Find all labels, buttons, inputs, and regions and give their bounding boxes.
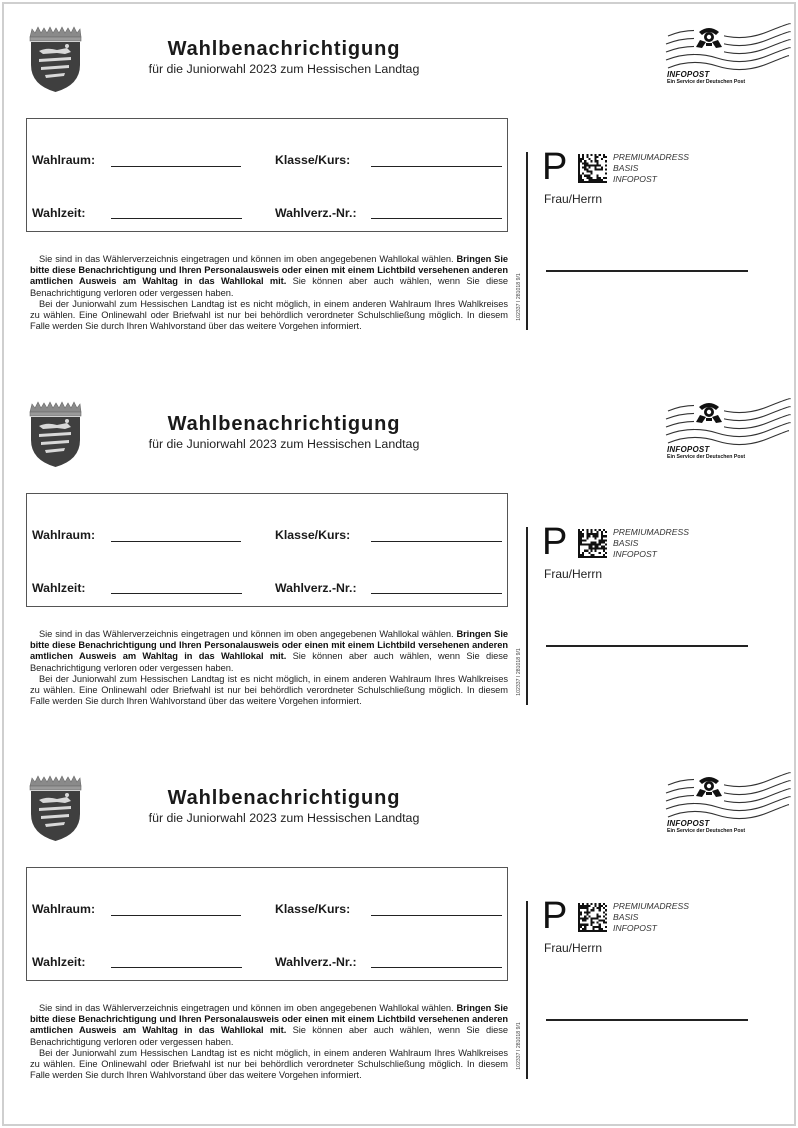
address-window-bar bbox=[526, 152, 528, 330]
header bbox=[124, 37, 444, 77]
wahlraum-label: Wahlraum: bbox=[32, 902, 96, 916]
wahlzeit-field[interactable] bbox=[111, 967, 242, 968]
infopost-brand: INFOPOST bbox=[667, 445, 710, 454]
recipient-address-line[interactable] bbox=[546, 270, 748, 272]
hessen-coat-of-arms-icon bbox=[27, 23, 83, 93]
wahlraum-field[interactable] bbox=[111, 166, 241, 167]
document-title: Wahlbenachrichtigung bbox=[167, 38, 401, 60]
postage-p-mark: P bbox=[542, 895, 568, 937]
wahlverz-label: Wahlverz.-Nr.: bbox=[275, 955, 357, 969]
wahlverz-label: Wahlverz.-Nr.: bbox=[275, 206, 357, 220]
document-subtitle: für die Juniorwahl 2023 zum Hessischen Landtag bbox=[148, 62, 420, 76]
document-subtitle: für die Juniorwahl 2023 zum Hessischen Landtag bbox=[148, 437, 420, 451]
document-title: Wahlbenachrichtigung bbox=[167, 413, 401, 435]
klasse-label: Klasse/Kurs: bbox=[275, 902, 351, 916]
postage-product: PREMIUMADRESS BASIS INFOPOST bbox=[613, 152, 689, 184]
notice-paragraph-1: Sie sind in das Wählerverzeichnis eingetragen und können im oben angegebenen Wahllokal wählen. Bringen Sie bitte diese Benachrichtigung und Ihren Personalausweis oder einen mit einem Lichtbild versehenen anderen amtlichen Ausweis am Wahltag in das Wahllokal mit. Sie können aber auch wählen, wenn Sie diese Benachrichtigung verloren oder vergessen haben. bbox=[30, 1003, 508, 1047]
election-details-box bbox=[26, 118, 508, 232]
wahlzeit-label: Wahlzeit: bbox=[32, 206, 86, 220]
address-window-bar bbox=[526, 527, 528, 705]
print-code: 102337 I 281018 9/1 bbox=[516, 1022, 522, 1070]
notice-text bbox=[30, 629, 508, 707]
wahlverz-label: Wahlverz.-Nr.: bbox=[275, 581, 357, 595]
wahlraum-field[interactable] bbox=[111, 541, 241, 542]
notice-bold-instruction: Bringen Sie bitte diese Benachrichtigung und Ihren Personalausweis oder einen mit einem Lichtbild versehenen anderen amtlichen Ausweis am Wahltag in das Wahllokal mit. bbox=[30, 629, 508, 662]
notice-paragraph-2: Bei der Juniorwahl zum Hessischen Landtag ist es nicht möglich, in einem anderen Wahlraum Ihres Wahlkreises zu wählen. Eine Onlinewahl oder Briefwahl ist nur bei behördlich verordneter Schulschließung möglich. In diesem Falle werden Sie durch Ihren Wahlvorstand über das weitere Vorgehen informiert. bbox=[30, 1047, 508, 1081]
hessen-coat-of-arms-icon bbox=[27, 398, 83, 468]
wahlverz-field[interactable] bbox=[371, 593, 502, 594]
hessen-coat-of-arms-icon bbox=[27, 772, 83, 842]
infopost-brand: INFOPOST bbox=[667, 819, 710, 828]
wahlzeit-label: Wahlzeit: bbox=[32, 581, 86, 595]
header bbox=[124, 786, 444, 826]
postage-p-mark: P bbox=[542, 521, 568, 563]
datamatrix-code-icon bbox=[578, 154, 607, 183]
page bbox=[2, 2, 796, 1126]
notification-card bbox=[4, 753, 798, 1127]
address-window-bar bbox=[526, 901, 528, 1079]
print-code: 102337 I 281018 9/1 bbox=[516, 648, 522, 696]
infopost-brand: INFOPOST bbox=[667, 70, 710, 79]
infopost-tagline: Ein Service der Deutschen Post bbox=[667, 79, 746, 85]
notice-paragraph-1: Sie sind in das Wählerverzeichnis eingetragen und können im oben angegebenen Wahllokal wählen. Bringen Sie bitte diese Benachrichtigung und Ihren Personalausweis oder einen mit einem Lichtbild versehenen anderen amtlichen Ausweis am Wahltag in das Wahllokal mit. Sie können aber auch wählen, wenn Sie diese Benachrichtigung verloren oder vergessen haben. bbox=[30, 629, 508, 673]
recipient-address-line[interactable] bbox=[546, 1019, 748, 1021]
election-details-box bbox=[26, 493, 508, 607]
klasse-label: Klasse/Kurs: bbox=[275, 153, 351, 167]
wahlraum-label: Wahlraum: bbox=[32, 528, 96, 542]
postage-product: PREMIUMADRESS BASIS INFOPOST bbox=[613, 901, 689, 933]
recipient-address-line[interactable] bbox=[546, 645, 748, 647]
infopost-tagline: Ein Service der Deutschen Post bbox=[667, 828, 746, 834]
wahlzeit-field[interactable] bbox=[111, 218, 242, 219]
wahlverz-field[interactable] bbox=[371, 218, 502, 219]
wahlverz-field[interactable] bbox=[371, 967, 502, 968]
klasse-label: Klasse/Kurs: bbox=[275, 528, 351, 542]
notice-text bbox=[30, 254, 508, 332]
notification-card bbox=[4, 4, 798, 378]
election-details-box bbox=[26, 867, 508, 981]
postage-product: PREMIUMADRESS BASIS INFOPOST bbox=[613, 527, 689, 559]
notice-text bbox=[30, 1003, 508, 1081]
notice-paragraph-2: Bei der Juniorwahl zum Hessischen Landtag ist es nicht möglich, in einem anderen Wahlraum Ihres Wahlkreises zu wählen. Eine Onlinewahl oder Briefwahl ist nur bei behördlich verordneter Schulschließung möglich. In diesem Falle werden Sie durch Ihren Wahlvorstand über das weitere Vorgehen informiert. bbox=[30, 673, 508, 707]
notice-bold-instruction: Bringen Sie bitte diese Benachrichtigung und Ihren Personalausweis oder einen mit einem Lichtbild versehenen anderen amtlichen Ausweis am Wahltag in das Wahllokal mit. bbox=[30, 1003, 508, 1036]
notice-bold-instruction: Bringen Sie bitte diese Benachrichtigung und Ihren Personalausweis oder einen mit einem Lichtbild versehenen anderen amtlichen Ausweis am Wahltag in das Wahllokal mit. bbox=[30, 254, 508, 287]
print-code: 102337 I 281018 9/1 bbox=[516, 273, 522, 321]
klasse-field[interactable] bbox=[371, 541, 502, 542]
wahlzeit-field[interactable] bbox=[111, 593, 242, 594]
klasse-field[interactable] bbox=[371, 915, 502, 916]
postage-p-mark: P bbox=[542, 146, 568, 188]
notice-paragraph-1: Sie sind in das Wählerverzeichnis eingetragen und können im oben angegebenen Wahllokal wählen. Bringen Sie bitte diese Benachrichtigung und Ihren Personalausweis oder einen mit einem Lichtbild versehenen anderen amtlichen Ausweis am Wahltag in das Wahllokal mit. Sie können aber auch wählen, wenn Sie diese Benachrichtigung verloren oder vergessen haben. bbox=[30, 254, 508, 298]
wahlzeit-label: Wahlzeit: bbox=[32, 955, 86, 969]
infopost-tagline: Ein Service der Deutschen Post bbox=[667, 454, 746, 460]
notice-paragraph-2: Bei der Juniorwahl zum Hessischen Landtag ist es nicht möglich, in einem anderen Wahlraum Ihres Wahlkreises zu wählen. Eine Onlinewahl oder Briefwahl ist nur bei behördlich verordneter Schulschließung möglich. In diesem Falle werden Sie durch Ihren Wahlvorstand über das weitere Vorgehen informiert. bbox=[30, 298, 508, 332]
document-subtitle: für die Juniorwahl 2023 zum Hessischen Landtag bbox=[148, 811, 420, 825]
salutation: Frau/Herrn bbox=[544, 567, 603, 581]
salutation: Frau/Herrn bbox=[544, 941, 603, 955]
document-title: Wahlbenachrichtigung bbox=[167, 787, 401, 809]
klasse-field[interactable] bbox=[371, 166, 502, 167]
datamatrix-code-icon bbox=[578, 903, 607, 932]
salutation: Frau/Herrn bbox=[544, 192, 603, 206]
header bbox=[124, 412, 444, 452]
notification-card bbox=[4, 379, 798, 753]
datamatrix-code-icon bbox=[578, 529, 607, 558]
wahlraum-field[interactable] bbox=[111, 915, 241, 916]
wahlraum-label: Wahlraum: bbox=[32, 153, 96, 167]
